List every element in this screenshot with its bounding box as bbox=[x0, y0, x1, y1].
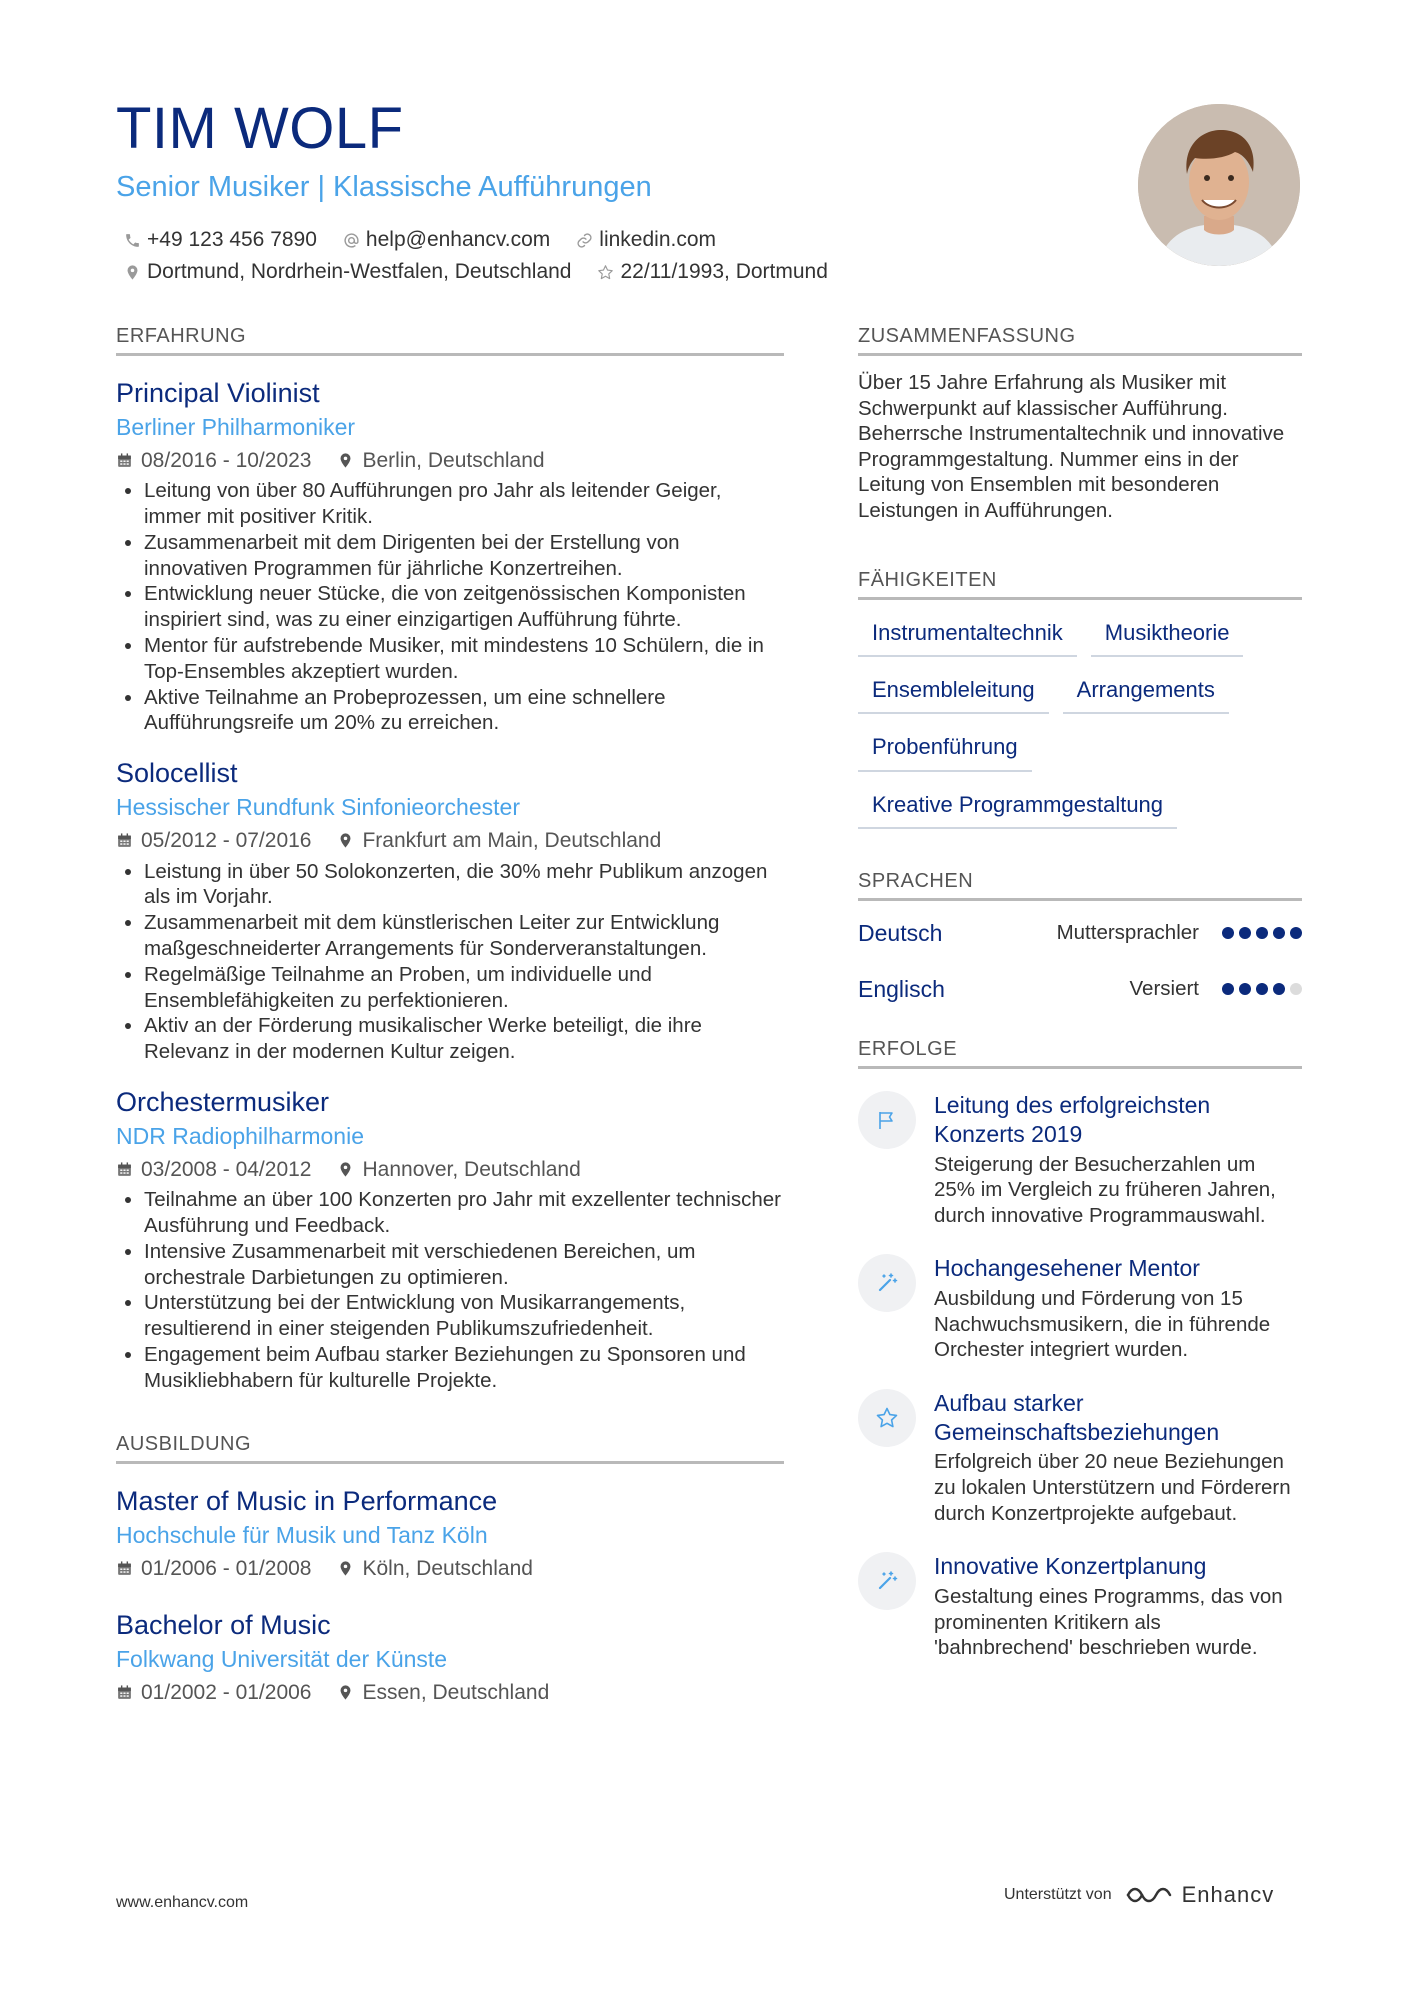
flag-icon bbox=[875, 1108, 899, 1132]
achievement-item bbox=[858, 1389, 1302, 1526]
language-rating bbox=[1217, 983, 1302, 995]
enhancv-logo-icon bbox=[1124, 1882, 1172, 1908]
job-meta bbox=[116, 827, 784, 854]
job-meta bbox=[116, 447, 784, 474]
footer-branding bbox=[1004, 1882, 1274, 1908]
job-dates: 05/2012 - 07/2016 bbox=[141, 829, 312, 853]
location-pin-icon bbox=[337, 832, 354, 849]
magic-wand-icon bbox=[875, 1569, 899, 1593]
birth-item bbox=[597, 260, 827, 284]
location-pin-icon bbox=[337, 1161, 354, 1178]
achievement-description: Steigerung der Besucherzahlen um 25% im Vergleich zu früheren Jahren, durch innovative Programmauswahl. bbox=[934, 1152, 1276, 1227]
job-title: Solocellist bbox=[116, 758, 238, 789]
job-entry bbox=[116, 376, 784, 736]
achievements-section-title: ERFOLGE bbox=[858, 1037, 1302, 1069]
skills-list bbox=[858, 614, 1302, 844]
job-entry bbox=[116, 756, 784, 1065]
rating-dot-filled bbox=[1239, 983, 1251, 995]
location-pin-icon bbox=[124, 264, 141, 281]
school-name: Folkwang Universität der Künste bbox=[116, 1645, 448, 1672]
achievement-title: Innovative Konzertplanung bbox=[934, 1553, 1207, 1580]
magic-wand-icon bbox=[875, 1271, 899, 1295]
education-dates: 01/2006 - 01/2008 bbox=[141, 1556, 312, 1580]
language-level: Versiert bbox=[1129, 977, 1199, 1001]
rating-dot-filled bbox=[1222, 927, 1234, 939]
location-item bbox=[124, 260, 571, 284]
language-level: Muttersprachler bbox=[1056, 921, 1199, 945]
experience-section-title: ERFAHRUNG bbox=[116, 324, 784, 356]
degree-title: Master of Music in Performance bbox=[116, 1485, 498, 1516]
calendar-icon bbox=[116, 1560, 133, 1577]
skill-tag: Probenführung bbox=[858, 728, 1032, 771]
achievement-title: Leitung des erfolgreichsten Konzerts 2019 bbox=[934, 1092, 1211, 1147]
avatar bbox=[1138, 104, 1300, 266]
skill-tag: Instrumentaltechnik bbox=[858, 614, 1077, 657]
brand-name: Enhancv bbox=[1181, 1882, 1275, 1907]
achievement-description: Gestaltung eines Programms, das von prominenten Kritikern als 'bahnbrechend' beschrieben wurde. bbox=[934, 1584, 1283, 1660]
email-item[interactable] bbox=[343, 228, 550, 252]
languages-list bbox=[858, 905, 1302, 1017]
summary-section-title: ZUSAMMENFASSUNG bbox=[858, 324, 1302, 356]
summary-text: Über 15 Jahre Erfahrung als Musiker mit Schwerpunkt auf klassischer Aufführung. Beherrsche Instrumentaltechnik und innovative Programmgestaltung. Nummer eins in der Leitung von Ensemblen mit besonderen Leistungen in Aufführungen. bbox=[858, 371, 1285, 522]
star-icon bbox=[597, 264, 614, 281]
achievement-item bbox=[858, 1552, 1302, 1661]
right-column bbox=[858, 324, 1302, 1661]
phone-text: +49 123 456 7890 bbox=[147, 228, 317, 251]
experience-list bbox=[116, 376, 784, 1394]
calendar-icon bbox=[116, 452, 133, 469]
language-rating bbox=[1217, 927, 1302, 939]
job-bullet: • Intensive Zusammenarbeit mit verschiedenen Bereichen, um orchestrale Darbietungen zu optimieren. bbox=[144, 1239, 784, 1291]
job-location: Hannover, Deutschland bbox=[362, 1157, 581, 1181]
footer-website[interactable]: www.enhancv.com bbox=[116, 1894, 249, 1911]
phone-icon bbox=[124, 232, 141, 249]
achievement-item bbox=[858, 1091, 1302, 1228]
job-bullet: • Zusammenarbeit mit dem künstlerischen Leiter zur Entwicklung maßgeschneiderter Arrangements für Sonderveranstaltungen. bbox=[144, 910, 784, 962]
email-text: help@enhancv.com bbox=[365, 228, 551, 251]
rating-dot-filled bbox=[1239, 927, 1251, 939]
job-entry bbox=[116, 1085, 784, 1394]
job-bullet: • Entwicklung neuer Stücke, die von zeitgenössischen Komponisten inspiriert sind, was zu einer einzigartigen Aufführung führte. bbox=[144, 581, 784, 633]
job-location: Frankfurt am Main, Deutschland bbox=[362, 829, 662, 853]
job-bullet: • Aktiv an der Förderung musikalischer Werke beteiligt, die ihre Relevanz in der modernen Kultur zeigen. bbox=[144, 1013, 784, 1065]
education-entry bbox=[116, 1484, 784, 1582]
job-bullet: • Engagement beim Aufbau starker Beziehungen zu Sponsoren und Musikliebhabern für kulturelle Projekte. bbox=[144, 1342, 784, 1394]
achievement-description: Erfolgreich über 20 neue Beziehungen zu lokalen Unterstützern und Förderern durch Konzertprojekte aufgebaut. bbox=[934, 1450, 1291, 1525]
linkedin-text: linkedin.com bbox=[599, 228, 717, 251]
language-name: Deutsch bbox=[858, 919, 943, 946]
calendar-icon bbox=[116, 1161, 133, 1178]
location-pin-icon bbox=[337, 1684, 354, 1701]
job-bullets bbox=[116, 1187, 784, 1393]
calendar-icon bbox=[116, 832, 133, 849]
job-title: Orchestermusiker bbox=[116, 1086, 330, 1117]
job-bullets bbox=[116, 859, 784, 1065]
language-row bbox=[858, 961, 1302, 1017]
rating-dot-filled bbox=[1256, 983, 1268, 995]
degree-title: Bachelor of Music bbox=[116, 1609, 331, 1640]
achievement-title: Hochangesehener Mentor bbox=[934, 1255, 1200, 1282]
job-dates: 08/2016 - 10/2023 bbox=[141, 448, 312, 472]
location-pin-icon bbox=[337, 452, 354, 469]
job-dates: 03/2008 - 04/2012 bbox=[141, 1157, 312, 1181]
education-meta bbox=[116, 1679, 784, 1706]
job-title: Principal Violinist bbox=[116, 378, 320, 408]
location-text: Dortmund, Nordrhein-Westfalen, Deutschland bbox=[147, 260, 572, 283]
skills-section-title: FÄHIGKEITEN bbox=[858, 568, 1302, 600]
powered-by-text: Unterstützt von bbox=[1004, 1886, 1112, 1903]
job-location: Berlin, Deutschland bbox=[362, 448, 545, 472]
calendar-icon bbox=[116, 1684, 133, 1701]
rating-dot-filled bbox=[1273, 927, 1285, 939]
skill-tag: Kreative Programmgestaltung bbox=[858, 786, 1177, 829]
achievement-item bbox=[858, 1254, 1302, 1363]
skill-tag: Arrangements bbox=[1063, 671, 1229, 714]
job-bullet: • Teilnahme an über 100 Konzerten pro Jahr mit exzellenter technischer Ausführung und Feedback. bbox=[144, 1187, 784, 1239]
job-organization: Berliner Philharmoniker bbox=[116, 414, 356, 441]
star-icon bbox=[875, 1406, 899, 1430]
education-location: Essen, Deutschland bbox=[362, 1680, 550, 1704]
education-entry bbox=[116, 1608, 784, 1706]
job-bullet: • Leistung in über 50 Solokonzerten, die 30% mehr Publikum anzogen als im Vorjahr. bbox=[144, 859, 784, 911]
birth-text: 22/11/1993, Dortmund bbox=[620, 260, 828, 283]
job-organization: NDR Radiophilharmonie bbox=[116, 1123, 365, 1149]
job-bullets bbox=[116, 478, 784, 736]
candidate-tagline: Senior Musiker | Klassische Aufführungen bbox=[116, 171, 652, 203]
left-column bbox=[116, 324, 784, 1706]
rating-dot-filled bbox=[1273, 983, 1285, 995]
achievement-title: Aufbau starker Gemeinschaftsbeziehungen bbox=[934, 1389, 1220, 1445]
job-bullet: • Zusammenarbeit mit dem Dirigenten bei der Erstellung von innovativen Programmen für jährliche Konzertreihen. bbox=[144, 530, 784, 582]
job-meta bbox=[116, 1156, 784, 1183]
job-bullet: • Leitung von über 80 Aufführungen pro Jahr als leitender Geiger, immer mit positiver Kritik. bbox=[144, 478, 784, 530]
education-section-title: AUSBILDUNG bbox=[116, 1432, 784, 1464]
job-bullet: • Mentor für aufstrebende Musiker, mit mindestens 10 Schülern, die in Top-Ensembles akzeptiert wurden. bbox=[144, 633, 784, 685]
education-location: Köln, Deutschland bbox=[362, 1556, 533, 1580]
link-icon bbox=[576, 232, 593, 249]
language-row bbox=[858, 905, 1302, 961]
job-bullet: • Unterstützung bei der Entwicklung von Musikarrangements, resultierend in einer steigenden Publikumszufriedenheit. bbox=[144, 1290, 784, 1342]
languages-section-title: SPRACHEN bbox=[858, 869, 1302, 901]
at-icon bbox=[343, 232, 360, 249]
linkedin-item[interactable] bbox=[576, 228, 716, 252]
school-name: Hochschule für Musik und Tanz Köln bbox=[116, 1521, 488, 1548]
education-dates: 01/2002 - 01/2006 bbox=[141, 1680, 312, 1704]
rating-dot-filled bbox=[1222, 983, 1234, 995]
education-meta bbox=[116, 1555, 784, 1582]
achievement-description: Ausbildung und Förderung von 15 Nachwuchsmusikern, die in führende Orchester integriert wurden. bbox=[934, 1287, 1271, 1362]
rating-dot-empty bbox=[1290, 983, 1302, 995]
job-bullet: • Regelmäßige Teilnahme an Proben, um individuelle und Ensemblefähigkeiten zu perfektionieren. bbox=[144, 962, 784, 1014]
job-organization: Hessischer Rundfunk Sinfonieorchester bbox=[116, 794, 520, 821]
language-name: Englisch bbox=[858, 975, 945, 1002]
profile-photo bbox=[1138, 104, 1300, 266]
location-pin-icon bbox=[337, 1560, 354, 1577]
candidate-name: TIM WOLF bbox=[116, 96, 404, 161]
skill-tag: Musiktheorie bbox=[1091, 614, 1244, 657]
rating-dot-filled bbox=[1256, 927, 1268, 939]
rating-dot-filled bbox=[1290, 927, 1302, 939]
contact-info bbox=[124, 224, 854, 288]
skill-tag: Ensembleleitung bbox=[858, 671, 1049, 714]
phone-item bbox=[124, 228, 317, 252]
job-bullet: • Aktive Teilnahme an Probeprozessen, um eine schnellere Aufführungsreife um 20% zu erreichen. bbox=[144, 685, 784, 737]
